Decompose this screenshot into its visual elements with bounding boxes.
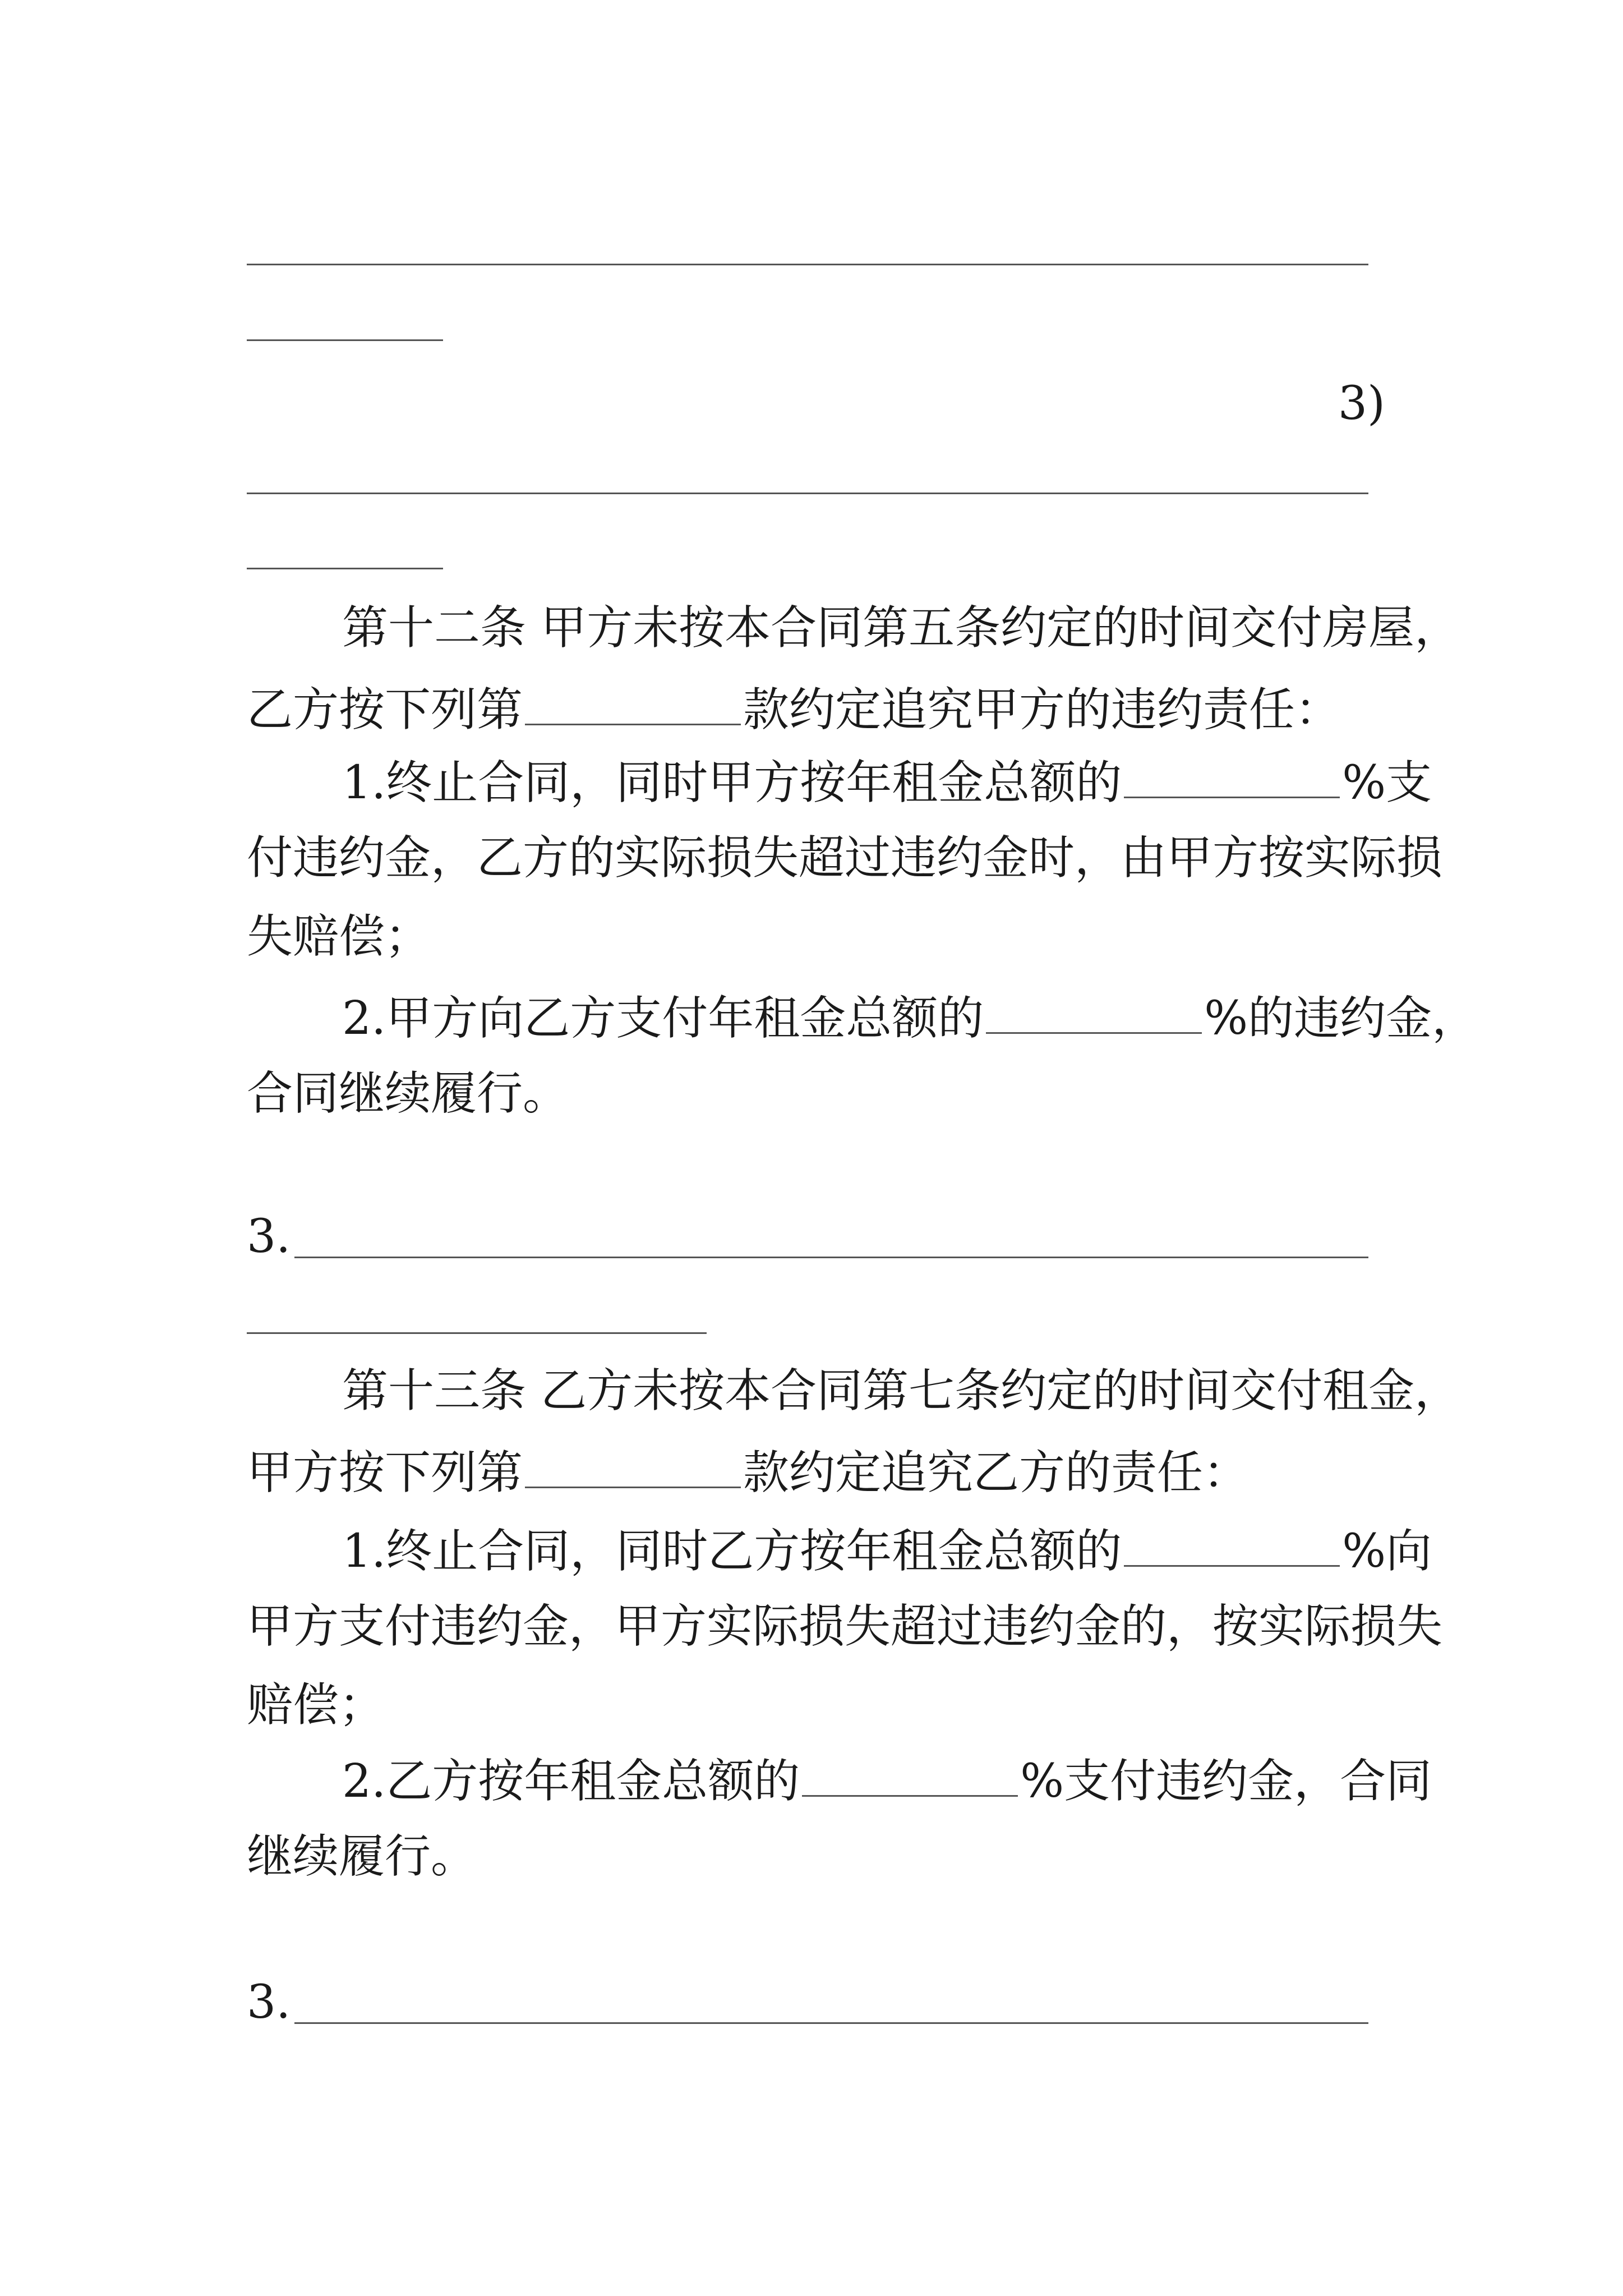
blank-field[interactable] xyxy=(802,1750,1018,1797)
blank-field[interactable] xyxy=(1124,752,1340,798)
blank-field[interactable] xyxy=(525,1442,741,1488)
article-12-item3-label: 3. xyxy=(247,1210,291,1263)
fill-in-line xyxy=(247,264,1368,265)
blank-field[interactable] xyxy=(1124,1520,1340,1567)
article-12-line1: 第十二条 甲方未按本合同第五条约定的时间交付房屋， xyxy=(342,601,1461,655)
article-13-line1: 第十三条 乙方未按本合同第七条约定的时间交付租金， xyxy=(342,1364,1461,1418)
article-13-line2: 甲方按下列第 款约定追究乙方的责任： xyxy=(247,1442,1391,1501)
article-13-item1: 1.终止合同，同时乙方按年租金总额的 %向 xyxy=(342,1520,1391,1580)
article-12-line2: 乙方按下列第 款约定追究甲方的违约责任： xyxy=(247,679,1391,738)
article-12-item1-line3: 失赔偿； xyxy=(247,910,431,963)
article-13-item1-line3: 赔偿； xyxy=(247,1678,385,1732)
blank-field[interactable] xyxy=(986,987,1202,1034)
article-13-item1-line2: 甲方支付违约金，甲方实际损失超过违约金的，按实际损失 xyxy=(247,1600,1443,1653)
article-12-heading xyxy=(342,600,1461,656)
blank-field[interactable] xyxy=(525,679,741,725)
article-12-item2: 2.甲方向乙方支付年租金总额的 %的违约金， xyxy=(342,987,1391,1047)
article-13-item3-label: 3. xyxy=(247,1976,291,2029)
article-13-heading xyxy=(342,1363,1461,1419)
fill-in-line xyxy=(294,2022,1368,2024)
article-12-item1: 1.终止合同，同时甲方按年租金总额的 %支 xyxy=(342,752,1391,811)
article-12-item2-line2: 合同继续履行。 xyxy=(247,1067,569,1120)
article-13-item2: 2.乙方按年租金总额的 %支付违约金，合同 xyxy=(342,1750,1391,1810)
article-13-item2-line2: 继续履行。 xyxy=(247,1830,477,1883)
fill-in-line xyxy=(247,1332,707,1334)
article-12-item1-line2: 付违约金，乙方的实际损失超过违约金时，由甲方按实际损 xyxy=(247,831,1443,885)
fill-in-line xyxy=(294,1257,1368,1258)
item-label: 3) xyxy=(1338,377,1385,430)
fill-in-line xyxy=(247,568,443,569)
fill-in-line xyxy=(247,339,443,341)
fill-in-line xyxy=(247,493,1368,494)
